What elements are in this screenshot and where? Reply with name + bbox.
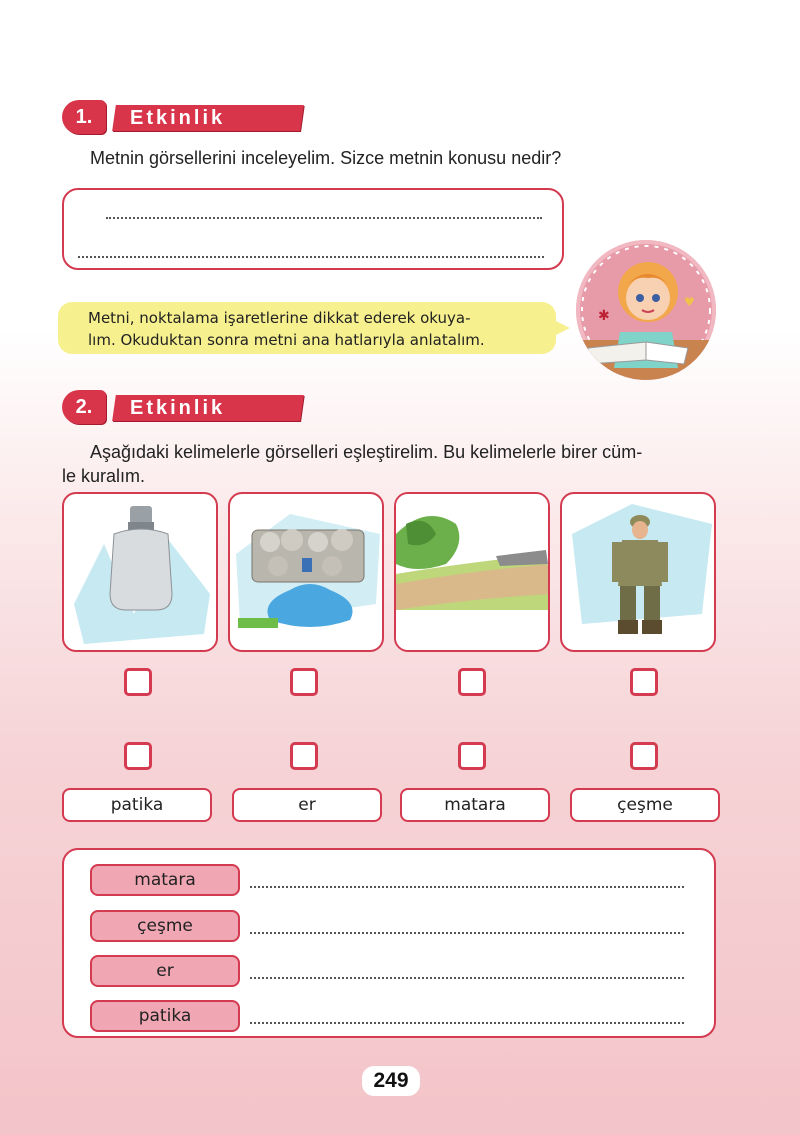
- word-cesme: çeşme: [570, 788, 720, 822]
- sentence-tag-cesme: çeşme: [90, 910, 240, 942]
- activity-2-prompt: [62, 440, 722, 488]
- word-matara: matara: [400, 788, 550, 822]
- svg-text:✱: ✱: [598, 308, 610, 324]
- sentence-line-2[interactable]: [250, 932, 684, 934]
- checkbox-row1-1[interactable]: [124, 668, 152, 696]
- answer-box[interactable]: [62, 188, 564, 270]
- sentence-tag-matara: matara: [90, 864, 240, 896]
- checkbox-row2-1[interactable]: [124, 742, 152, 770]
- picture-card-path: [394, 492, 550, 652]
- word-er: er: [232, 788, 382, 822]
- checkbox-row1-3[interactable]: [458, 668, 486, 696]
- picture-card-fountain: [228, 492, 384, 652]
- activity-1-title: Etkinlik: [112, 105, 304, 131]
- speech-bubble: [58, 302, 556, 354]
- checkbox-row1-4[interactable]: [630, 668, 658, 696]
- word-patika: patika: [62, 788, 212, 822]
- activity-2-title: Etkinlik: [112, 395, 304, 421]
- speech-text-line-2: lım. Okuduktan sonra metni ana hatlarıyla anlatalım.: [88, 331, 485, 349]
- activity-1-number: 1.: [62, 100, 106, 134]
- sentence-tag-patika: patika: [90, 1000, 240, 1032]
- sentence-line-1[interactable]: [250, 886, 684, 888]
- reading-girl-illustration: [576, 240, 716, 380]
- picture-card-canteen: [62, 492, 218, 652]
- activity-2-prompt-line-1: Aşağıdaki kelimelerle görselleri eşleştirelim. Bu kelimelerle birer cüm-: [90, 442, 643, 462]
- page-number: 249: [362, 1066, 420, 1096]
- checkbox-row2-2[interactable]: [290, 742, 318, 770]
- checkbox-row2-4[interactable]: [630, 742, 658, 770]
- activity-1-prompt: Metnin görsellerini inceleyelim. Sizce metnin konusu nedir?: [90, 148, 562, 168]
- svg-text:♥: ♥: [684, 295, 695, 309]
- sentence-tag-er: er: [90, 955, 240, 987]
- activity-2-prompt-line-2: le kuralım.: [62, 466, 146, 486]
- sentence-line-4[interactable]: [250, 1022, 684, 1024]
- activity-2-number: 2.: [62, 390, 106, 424]
- answer-line-1[interactable]: [106, 217, 542, 219]
- speech-text-line-1: Metni, noktalama işaretlerine dikkat ederek okuya-: [88, 309, 471, 327]
- checkbox-row1-2[interactable]: [290, 668, 318, 696]
- picture-card-soldier: [560, 492, 716, 652]
- sentence-line-3[interactable]: [250, 977, 684, 979]
- answer-line-2[interactable]: [78, 256, 544, 258]
- checkbox-row2-3[interactable]: [458, 742, 486, 770]
